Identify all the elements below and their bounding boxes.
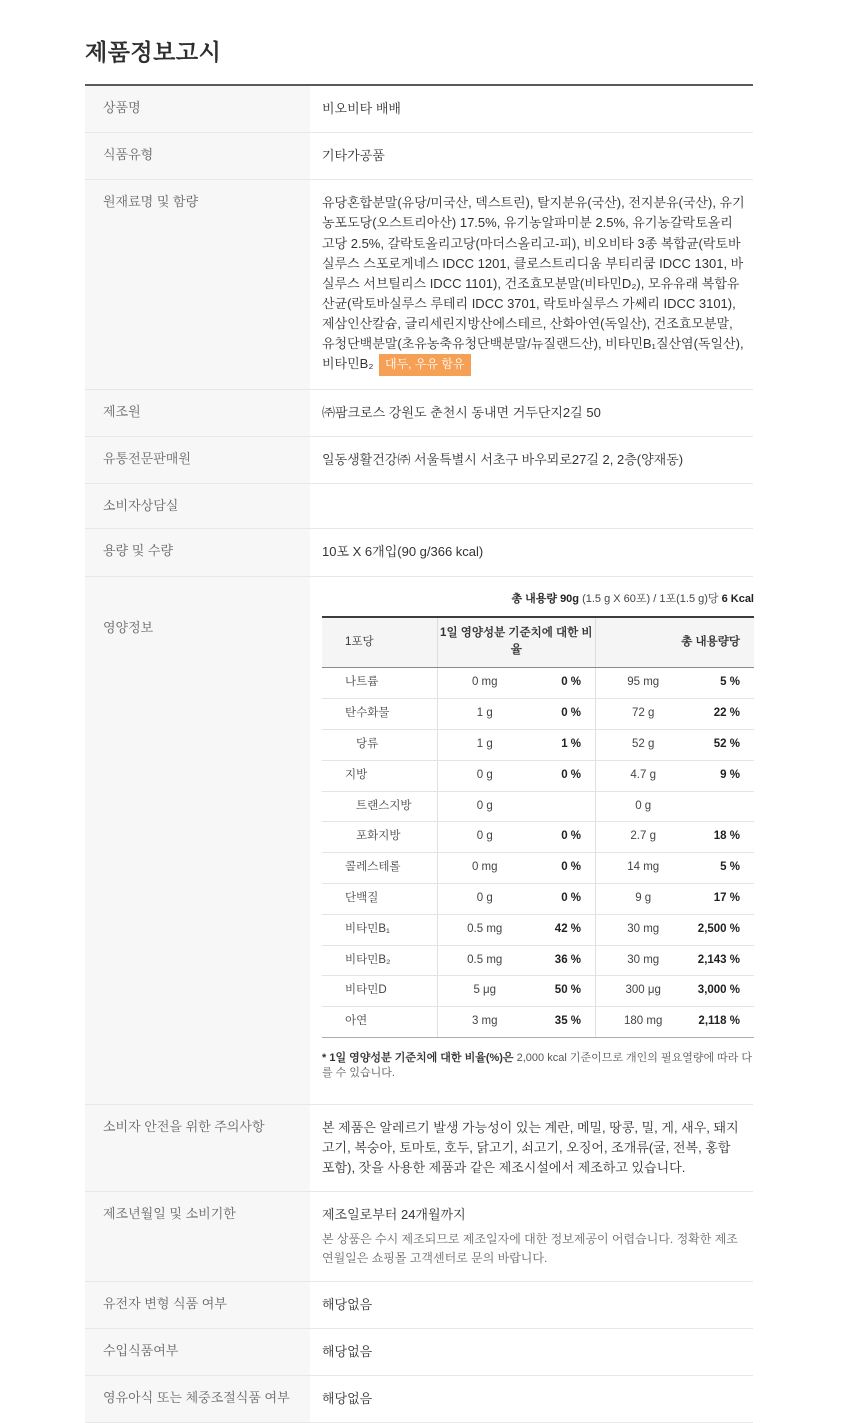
label-volume: 용량 및 수량 <box>85 529 310 575</box>
nutrient-total-percent <box>690 791 754 822</box>
nutrition-header-per-serving: 1포당 <box>322 617 437 668</box>
nutrient-name: 비타민B₂ <box>322 945 437 976</box>
label-consumer-center: 소비자상담실 <box>85 484 310 528</box>
label-manufacturer: 제조원 <box>85 390 310 436</box>
row-product-name <box>85 86 753 133</box>
nutrient-per-serving-percent: 0 % <box>532 853 596 884</box>
nutrient-per-serving-percent <box>532 791 596 822</box>
nutrient-name: 단백질 <box>322 883 437 914</box>
value-ingredients <box>310 180 753 389</box>
nutrient-total-percent: 5 % <box>690 853 754 884</box>
value-manufacturer: ㈜팜크로스 강원도 춘천시 동내면 거두단지2길 50 <box>322 405 601 420</box>
nutrient-per-serving-percent: 1 % <box>532 729 596 760</box>
nutrient-per-serving-percent: 36 % <box>532 945 596 976</box>
nutrient-total-amount: 4.7 g <box>596 760 691 791</box>
nutrient-total-amount: 0 g <box>596 791 691 822</box>
nutrient-total-amount: 52 g <box>596 729 691 760</box>
nutrient-total-amount: 30 mg <box>596 914 691 945</box>
nutrient-total-amount: 14 mg <box>596 853 691 884</box>
nutrition-header-per-total: 총 내용량당 <box>596 617 754 668</box>
nutrition-footnote-bold: * 1일 영양성분 기준치에 대한 비율(%)은 <box>322 1052 514 1065</box>
value-imported: 해당없음 <box>322 1343 373 1359</box>
nutrient-total-amount: 300 μg <box>596 976 691 1007</box>
nutrition-table-body <box>322 668 754 1038</box>
nutrient-total-percent: 5 % <box>690 668 754 699</box>
nutrient-per-serving-amount: 0 mg <box>437 853 532 884</box>
label-imported: 수입식품여부 <box>85 1329 310 1375</box>
label-expiry: 제조년월일 및 소비기한 <box>85 1192 310 1280</box>
nutrient-per-serving-amount: 0 g <box>437 791 532 822</box>
nutrition-summary-total: 총 내용량 90g <box>511 592 580 605</box>
nutrient-total-percent: 9 % <box>690 760 754 791</box>
content-container <box>85 34 753 1423</box>
nutrient-total-amount: 30 mg <box>596 945 691 976</box>
row-infant-food <box>85 1376 753 1422</box>
nutrient-total-percent: 2,143 % <box>690 945 754 976</box>
nutrition-summary-kcal: 6 Kcal <box>721 592 754 605</box>
nutrient-name: 지방 <box>322 760 437 791</box>
nutrient-per-serving-percent: 0 % <box>532 668 596 699</box>
label-caution: 소비자 안전을 위한 주의사항 <box>85 1105 310 1191</box>
nutrient-total-percent: 17 % <box>690 883 754 914</box>
nutrient-total-amount: 72 g <box>596 699 691 730</box>
nutrient-per-serving-amount: 1 g <box>437 699 532 730</box>
nutrition-content <box>310 577 762 1104</box>
nutrition-footnote-rest: 2,000 kcal 기준이므로 개인의 필요열량에 따라 다를 수 있습니다. <box>322 1052 753 1080</box>
value-volume: 10포 X 6개입(90 g/366 kcal) <box>322 544 484 560</box>
nutrient-name: 트랜스지방 <box>322 791 437 822</box>
nutrient-per-serving-amount: 0 g <box>437 883 532 914</box>
product-info-table <box>85 84 753 1423</box>
nutrient-per-serving-amount: 0 g <box>437 822 532 853</box>
nutrient-per-serving-amount: 0.5 mg <box>437 945 532 976</box>
row-consumer-center <box>85 484 753 529</box>
nutrient-name: 포화지방 <box>322 822 437 853</box>
nutrition-summary-mid: (1.5 g X 60포) / 1포(1.5 g)당 <box>579 592 722 605</box>
nutrient-total-percent: 2,118 % <box>690 1007 754 1038</box>
nutrient-per-serving-percent: 42 % <box>532 914 596 945</box>
nutrient-per-serving-percent: 35 % <box>532 1007 596 1038</box>
nutrient-total-percent: 3,000 % <box>690 976 754 1007</box>
nutrient-per-serving-percent: 50 % <box>532 976 596 1007</box>
row-expiry <box>85 1192 753 1281</box>
label-nutrition: 영양정보 <box>85 577 310 1104</box>
nutrition-row <box>322 791 754 822</box>
nutrient-total-percent: 22 % <box>690 699 754 730</box>
nutrient-total-percent: 18 % <box>690 822 754 853</box>
nutrition-row <box>322 760 754 791</box>
label-gmo: 유전자 변형 식품 여부 <box>85 1282 310 1328</box>
row-caution <box>85 1105 753 1192</box>
nutrient-per-serving-amount: 0 mg <box>437 668 532 699</box>
nutrition-row <box>322 883 754 914</box>
nutrient-total-amount: 2.7 g <box>596 822 691 853</box>
row-gmo <box>85 1282 753 1329</box>
nutrient-total-amount: 95 mg <box>596 668 691 699</box>
row-imported <box>85 1329 753 1376</box>
nutrient-per-serving-amount: 5 μg <box>437 976 532 1007</box>
label-ingredients: 원재료명 및 함량 <box>85 180 310 389</box>
row-distributor <box>85 437 753 484</box>
row-volume <box>85 529 753 576</box>
nutrition-summary <box>322 591 754 608</box>
nutrient-per-serving-percent: 0 % <box>532 760 596 791</box>
value-product-name: 비오비타 배배 <box>322 101 401 116</box>
label-food-type: 식품유형 <box>85 133 310 179</box>
nutrient-name: 탄수화물 <box>322 699 437 730</box>
label-distributor: 유통전문판매원 <box>85 437 310 483</box>
nutrition-row <box>322 853 754 884</box>
nutrient-total-percent: 52 % <box>690 729 754 760</box>
nutrition-row <box>322 1007 754 1038</box>
nutrient-per-serving-amount: 0.5 mg <box>437 914 532 945</box>
nutrition-row <box>322 668 754 699</box>
nutrient-total-percent: 2,500 % <box>690 914 754 945</box>
nutrition-row <box>322 822 754 853</box>
row-nutrition <box>85 577 753 1105</box>
page-title: 제품정보고시 <box>85 39 222 65</box>
nutrient-per-serving-amount: 3 mg <box>437 1007 532 1038</box>
expiry-period: 제조일로부터 24개월까지 <box>322 1207 466 1223</box>
nutrient-per-serving-amount: 0 g <box>437 760 532 791</box>
nutrient-per-serving-percent: 0 % <box>532 883 596 914</box>
expiry-note: 본 상품은 수시 제조되므로 제조일자에 대한 정보제공이 어렵습니다. 정확한 제조연월일은 쇼핑몰 고객센터로 문의 바랍니다. <box>322 1232 738 1265</box>
value-distributor: 일동생활건강㈜ 서울특별시 서초구 바우뫼로27길 2, 2층(양재동) <box>322 452 684 468</box>
label-product-name: 상품명 <box>85 86 310 132</box>
nutrient-total-amount: 180 mg <box>596 1007 691 1038</box>
nutrient-total-amount: 9 g <box>596 883 691 914</box>
nutrient-name: 비타민D <box>322 976 437 1007</box>
value-gmo: 해당없음 <box>322 1296 373 1312</box>
ingredients-text: 유당혼합분말(유당/미국산, 덱스트린), 탈지분유(국산), 전지분유(국산), 유기농포도당(오스트리아산) 17.5%, 유기농알파미분 2.5%, 유기농갈락토올리고당 2.5%, 갈락토올리고당(마더스올리고-피), 비오비타 3종 복합균(락토바실루스 스포로게네스 IDCC 1201, 클로스트리디움 부티리쿰 IDCC 1301, 바실루스 서브틸리스 IDCC 1101), 건조효모분말(비타민D₂), 모유유래 복합유산균(락토바실루스 루테리 IDCC 3701, 락토바실루스 가쎄리 IDCC 3101), 제삼인산칼슘, 글리세린지방산에스테르, 산화아연(독일산), 건조효모분말, 유청단백분말(초유농축유청단백분말/뉴질랜드산), 비타민B₁질산염(독일산), 비타민B₂ <box>322 195 745 372</box>
nutrition-table <box>322 616 754 1038</box>
label-infant-food: 영유아식 또는 체중조절식품 여부 <box>85 1376 310 1422</box>
nutrition-row <box>322 976 754 1007</box>
value-infant-food: 해당없음 <box>322 1390 373 1406</box>
nutrient-per-serving-percent: 0 % <box>532 699 596 730</box>
nutrient-name: 아연 <box>322 1007 437 1038</box>
nutrition-table-head <box>322 617 754 668</box>
row-manufacturer <box>85 390 753 437</box>
nutrition-row <box>322 729 754 760</box>
value-food-type: 기타가공품 <box>322 148 385 164</box>
nutrient-per-serving-percent: 0 % <box>532 822 596 853</box>
nutrition-row <box>322 914 754 945</box>
nutrition-row <box>322 945 754 976</box>
nutrition-row <box>322 699 754 730</box>
nutrition-header-daily-ratio: 1일 영양성분 기준치에 대한 비율 <box>437 617 595 668</box>
allergen-badge: 대두, 우유 함유 <box>379 354 471 376</box>
row-food-type <box>85 133 753 180</box>
nutrient-name: 나트륨 <box>322 668 437 699</box>
nutrition-footnote <box>322 1051 754 1082</box>
value-caution: 본 제품은 알레르기 발생 가능성이 있는 계란, 메밀, 땅콩, 밀, 게, 새우, 돼지고기, 복숭아, 토마토, 호두, 닭고기, 쇠고기, 오징어, 조개류(굴, 전복, 홍합 포함), 잣을 사용한 제품과 같은 제조시설에서 제조하고 있습니다. <box>322 1119 739 1176</box>
nutrient-per-serving-amount: 1 g <box>437 729 532 760</box>
nutrient-name: 당류 <box>322 729 437 760</box>
nutrient-name: 콜레스테롤 <box>322 853 437 884</box>
nutrient-name: 비타민B₁ <box>322 914 437 945</box>
row-ingredients <box>85 180 753 390</box>
value-expiry <box>310 1192 753 1280</box>
value-consumer-center <box>310 484 753 528</box>
